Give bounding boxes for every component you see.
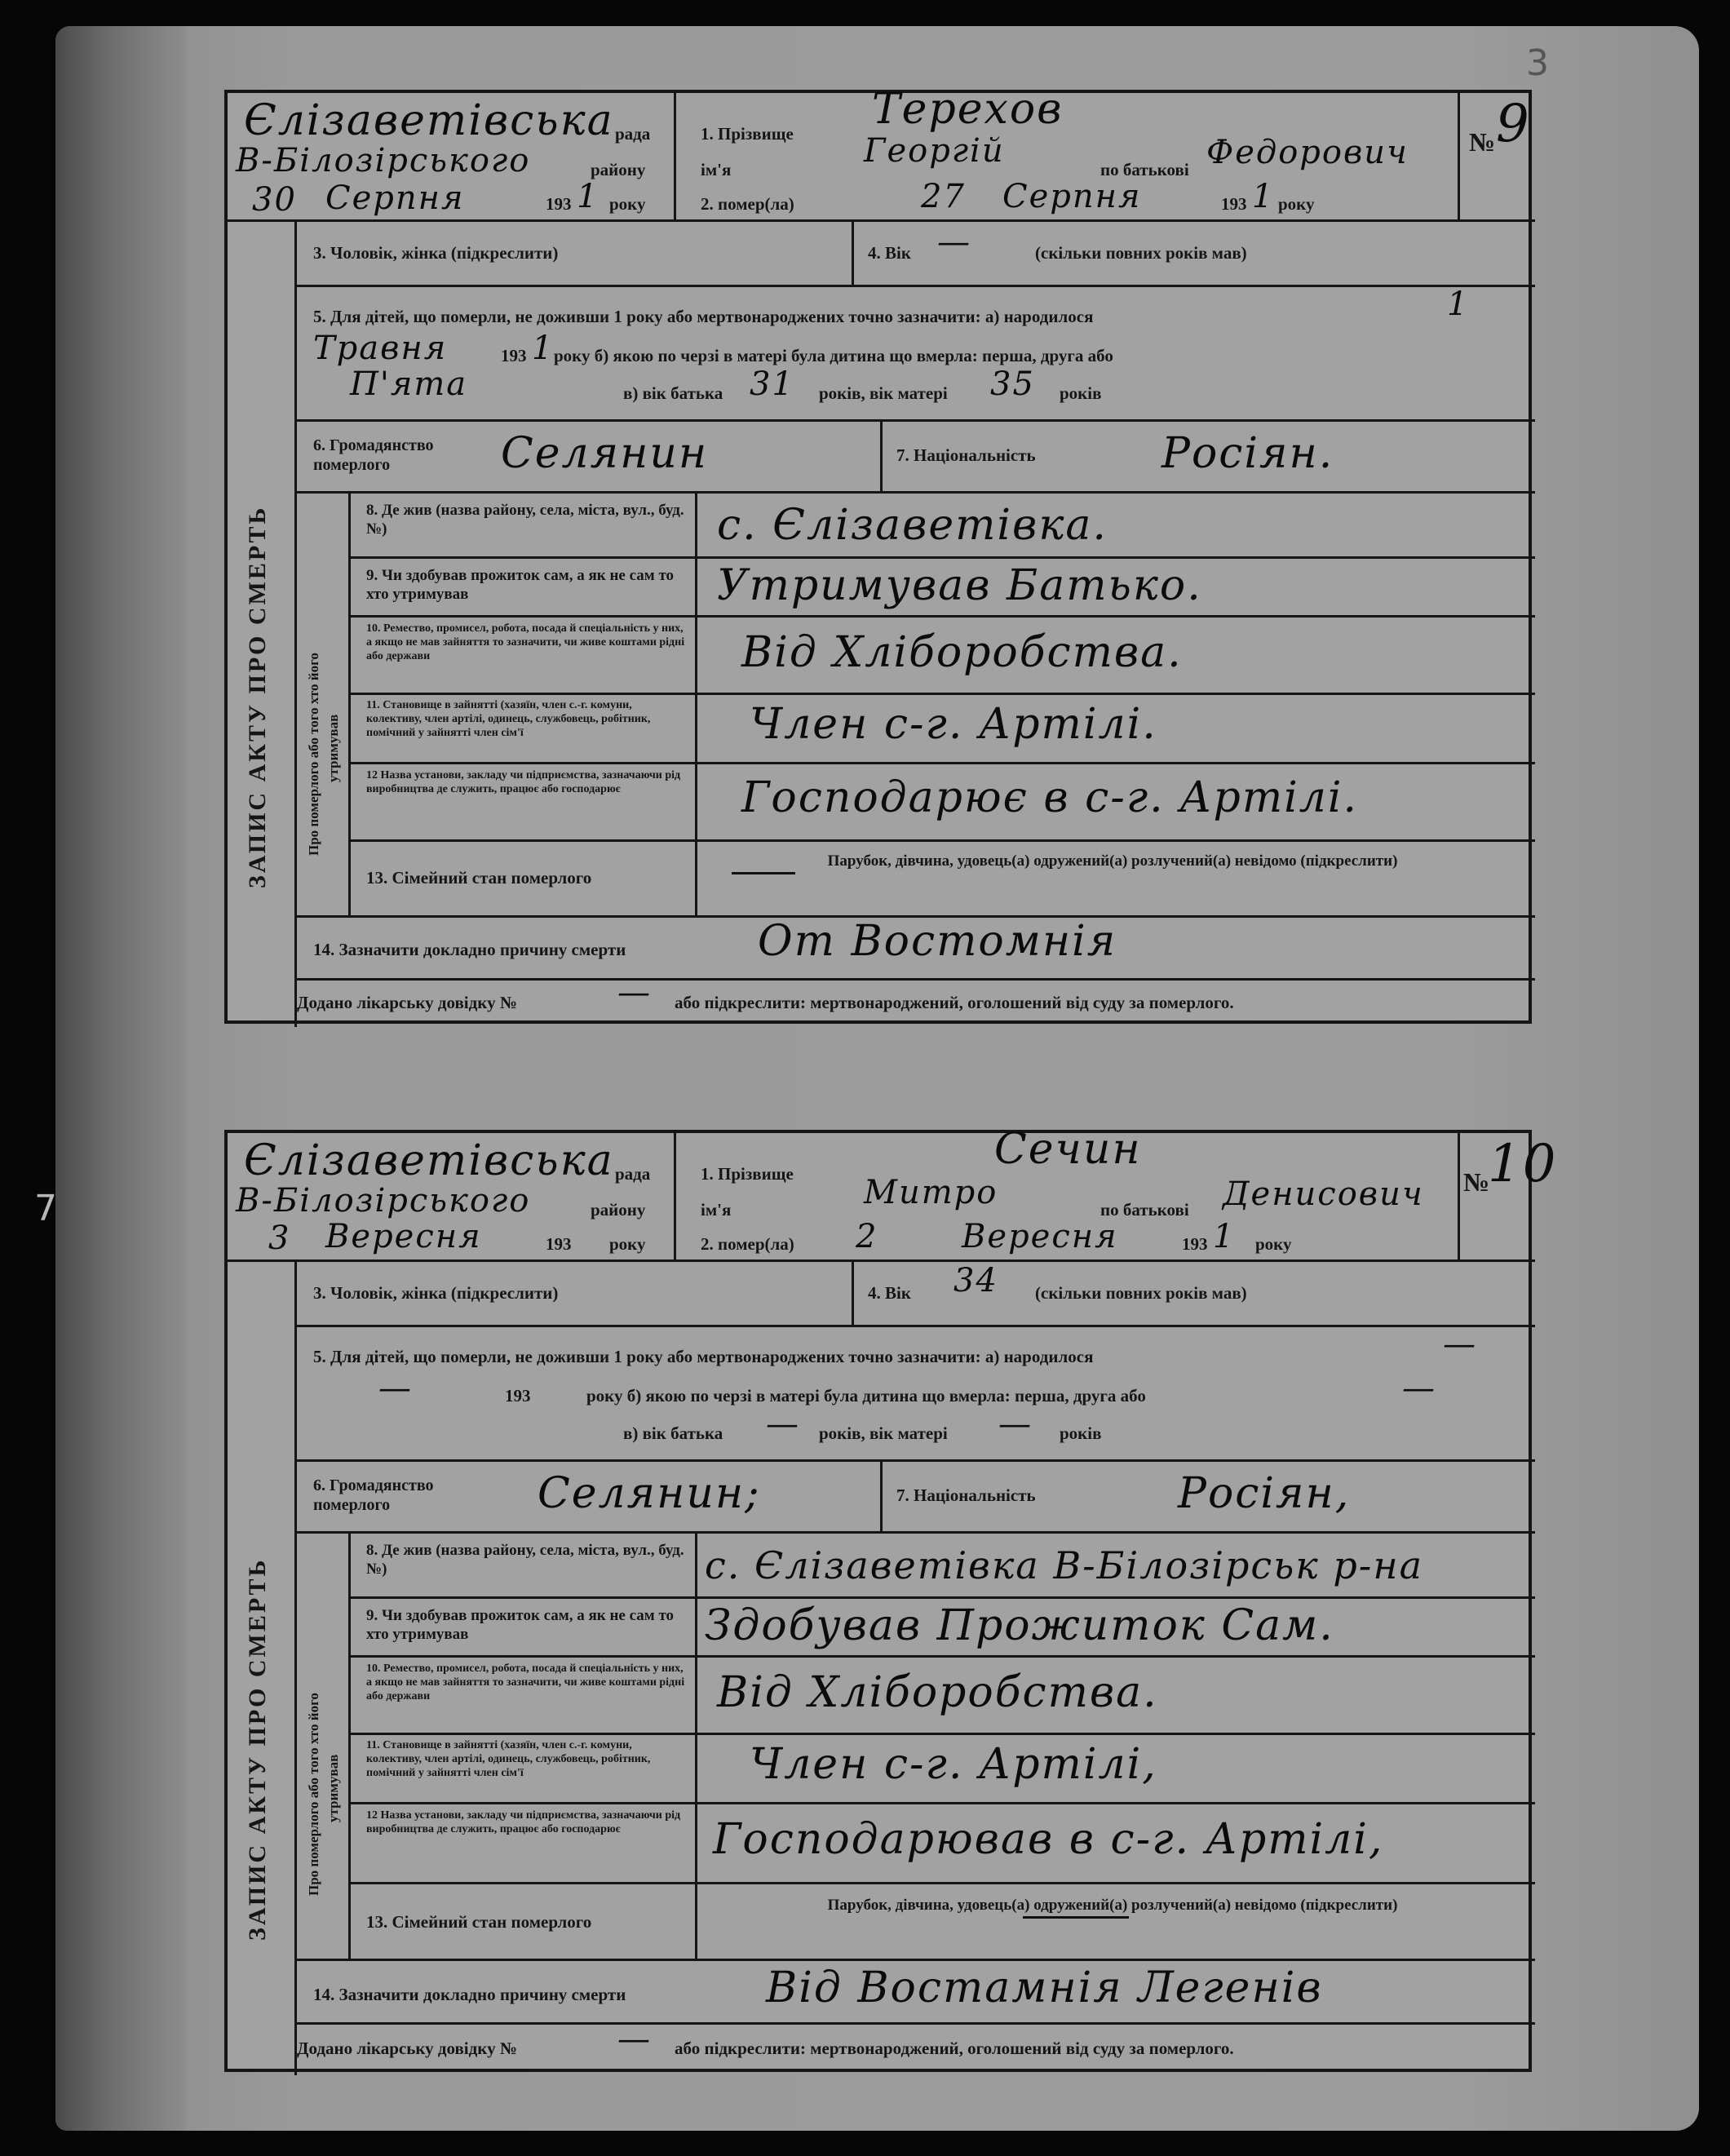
father-age: — bbox=[766, 1406, 800, 1443]
first-name: Митро bbox=[864, 1174, 998, 1211]
first-name: Георгій bbox=[864, 132, 1005, 170]
citizenship-label: 6. Громадянство померлого bbox=[313, 1476, 434, 1514]
registration-month: Вересня bbox=[325, 1218, 482, 1255]
record-number-label: № bbox=[1463, 1167, 1490, 1197]
infant-order-label: року б) якою по черзі в матері була дитина що вмерла: перша, друга або bbox=[554, 346, 1113, 365]
death-year-label: року bbox=[1278, 194, 1315, 214]
sex-label: 3. Чоловік, жінка (підкреслити) bbox=[313, 243, 559, 263]
patronymic: Федорович bbox=[1206, 134, 1409, 171]
side-title: ЗАПИС АКТУ ПРО СМЕРТЬ bbox=[244, 1557, 271, 1941]
council-label: рада bbox=[615, 124, 651, 144]
edge-mark: 7 bbox=[34, 1188, 57, 1229]
nationality: Росіян. bbox=[1161, 429, 1334, 478]
age-value: 34 bbox=[953, 1262, 998, 1299]
marital-underline bbox=[732, 872, 795, 874]
registration-year-label: року bbox=[609, 1234, 646, 1254]
father-age: 31 bbox=[750, 365, 794, 403]
registration-day: 30 bbox=[252, 181, 297, 219]
infant-born-year-digit: 1 bbox=[532, 330, 555, 367]
patronymic: Денисович bbox=[1223, 1175, 1424, 1213]
infant-birth-order: — bbox=[1402, 1370, 1436, 1407]
position: Член с-г. Артілі, bbox=[750, 1740, 1157, 1789]
infant-born-month: Травня bbox=[313, 330, 448, 367]
infant-order-label: року б) якою по черзі в матері була дитина що вмерла: перша, друга або bbox=[586, 1386, 1146, 1406]
death-year-digit: 1 bbox=[1252, 178, 1275, 215]
marital-status-label: 13. Сімейний стан померлого bbox=[366, 1912, 592, 1932]
side-subtitle-1: Про померлого або того хто його bbox=[306, 653, 321, 856]
infant-born-year-prefix: 193 bbox=[505, 1386, 531, 1406]
death-month: Вересня bbox=[962, 1218, 1118, 1255]
death-day: 2 bbox=[856, 1218, 878, 1255]
cause-label: 14. Зазначити докладно причину смерти bbox=[313, 1985, 626, 2004]
years-label: років bbox=[1060, 383, 1102, 403]
surname-label: 1. Прізвище bbox=[701, 124, 794, 144]
death-record-form-1 bbox=[224, 85, 1532, 1024]
support: Утримував Батько. bbox=[717, 561, 1202, 610]
registration-year-label: року bbox=[609, 194, 646, 214]
sex-label: 3. Чоловік, жінка (підкреслити) bbox=[313, 1283, 559, 1303]
infant-born-day: 1 bbox=[1447, 286, 1470, 323]
book-spine bbox=[55, 26, 186, 2131]
citizenship: Селянин bbox=[501, 429, 709, 478]
residence-label: 8. Де жив (назва району, села, міста, вул., буд. №) bbox=[366, 502, 684, 538]
infant-born-month: — bbox=[378, 1370, 413, 1407]
infant-born-year-prefix: 193 bbox=[501, 346, 527, 365]
support-label: 9. Чи здобував прожиток сам, а як не сам то хто утримував bbox=[366, 1607, 675, 1643]
certificate-label: Додано лікарську довідку № bbox=[297, 2039, 517, 2058]
side-subtitle-2: утримував bbox=[325, 714, 341, 782]
father-age-label: в) вік батька bbox=[623, 383, 723, 403]
age-note: (скільки повних років мав) bbox=[1035, 243, 1247, 263]
council-label: рада bbox=[615, 1164, 651, 1184]
nationality-label: 7. Національність bbox=[896, 1485, 1036, 1505]
mother-age-label: років, вік матері bbox=[819, 383, 948, 403]
record-number: 10 bbox=[1488, 1134, 1558, 1194]
registration-day: 3 bbox=[268, 1220, 291, 1257]
infant-born-day: — bbox=[1443, 1326, 1477, 1363]
death-record-form-2 bbox=[224, 1125, 1558, 2072]
cause: От Востомнія bbox=[758, 917, 1117, 966]
record-number-label: № bbox=[1469, 127, 1496, 157]
district-label: району bbox=[591, 1200, 646, 1220]
nationality-label: 7. Національність bbox=[896, 445, 1036, 465]
side-subtitle-2: утримував bbox=[325, 1754, 341, 1822]
death-date-label: 2. помер(ла) bbox=[701, 194, 794, 214]
workplace-label: 12 Назва установи, закладу чи підприємства, зазначаючи рід виробництва де служить, працює або господарює bbox=[366, 769, 681, 795]
death-year-prefix: 193 bbox=[1182, 1234, 1208, 1254]
years-label: років bbox=[1060, 1423, 1102, 1443]
infant-birth-order: П'ята bbox=[350, 365, 468, 403]
workplace-label: 12 Назва установи, закладу чи підприємства, зазначаючи рід виробництва де служить, працює або господарює bbox=[366, 1809, 681, 1835]
citizenship: Селянин; bbox=[538, 1469, 761, 1518]
age-note: (скільки повних років мав) bbox=[1035, 1283, 1247, 1303]
support-label: 9. Чи здобував прожиток сам, а як не сам то хто утримував bbox=[366, 567, 675, 603]
occupation: Від Хліборобства. bbox=[717, 1668, 1158, 1717]
registration-year-prefix: 193 bbox=[546, 194, 572, 214]
district-label: району bbox=[591, 160, 646, 179]
marital-status-options: Парубок, дівчина, удовець(а) одружений(а) розлучений(а) невідомо (підкреслити) bbox=[827, 1897, 1398, 1914]
mother-age: 35 bbox=[990, 365, 1035, 403]
workplace: Господарював в с-г. Артілі, bbox=[713, 1815, 1384, 1864]
age-value: — bbox=[937, 224, 971, 261]
death-date-label: 2. помер(ла) bbox=[701, 1234, 794, 1254]
district-name: В-Білозірського bbox=[236, 1182, 531, 1220]
mother-age-label: років, вік матері bbox=[819, 1423, 948, 1443]
position-label: 11. Становище в зайнятті (хазяїн, член с.-г. комуни, колективу, член артілі, одинець, службовець, робітник, помічний у зайнятті член сім'ї bbox=[366, 699, 651, 739]
mother-age: — bbox=[998, 1406, 1033, 1443]
marital-status-options: Парубок, дівчина, удовець(а) одружений(а) розлучений(а) невідомо (підкреслити) bbox=[827, 852, 1398, 870]
registration-month: Серпня bbox=[325, 179, 465, 217]
death-year-prefix: 193 bbox=[1221, 194, 1247, 214]
nationality: Росіян, bbox=[1178, 1469, 1351, 1518]
support: Здобував Прожиток Сам. bbox=[705, 1601, 1334, 1650]
registration-year-digit: 1 bbox=[577, 178, 600, 215]
age-label: 4. Вік bbox=[868, 1283, 911, 1303]
certificate-number: — bbox=[617, 2021, 652, 2058]
age-label: 4. Вік bbox=[868, 243, 911, 263]
citizenship-label: 6. Громадянство померлого bbox=[313, 436, 434, 474]
occupation-label: 10. Ремество, промисел, робота, посада й спеціальність у них, а якщо не мав зайняття то зазначити, чи живе коштами рідні або держави bbox=[366, 622, 685, 662]
patronymic-label: по батькові bbox=[1100, 160, 1189, 179]
position: Член с-г. Артілі. bbox=[750, 700, 1157, 749]
occupation: Від Хліборобства. bbox=[741, 628, 1183, 677]
side-title: ЗАПИС АКТУ ПРО СМЕРТЬ bbox=[244, 505, 271, 888]
name-label: ім'я bbox=[701, 1200, 732, 1220]
surname: Терехов bbox=[872, 85, 1064, 134]
marital-status-label: 13. Сімейний стан померлого bbox=[366, 868, 592, 888]
surname: Сечин bbox=[994, 1125, 1142, 1174]
position-label: 11. Становище в зайнятті (хазяїн, член с.-г. комуни, колективу, член артілі, одинець, службовець, робітник, помічний у зайнятті член сім'ї bbox=[366, 1739, 651, 1779]
record-number: 9 bbox=[1496, 94, 1531, 154]
certificate-note: або підкреслити: мертвонароджений, оголошений від суду за померлого. bbox=[675, 2039, 1234, 2058]
infant-label: 5. Для дітей, що померли, не доживши 1 року або мертвонароджених точно зазначити: а) народилося bbox=[313, 1347, 1094, 1366]
cause: Від Востамнія Легенів bbox=[766, 1963, 1323, 2012]
residence-label: 8. Де жив (назва району, села, міста, вул., буд. №) bbox=[366, 1542, 684, 1578]
surname-label: 1. Прізвище bbox=[701, 1164, 794, 1184]
infant-label: 5. Для дітей, що померли, не доживши 1 року або мертвонароджених точно зазначити: а) народилося bbox=[313, 307, 1094, 326]
council-name: Єлізаветівська bbox=[244, 1136, 614, 1185]
residence: с. Єлізаветівка. bbox=[717, 501, 1108, 550]
workplace: Господарює в с-г. Артілі. bbox=[741, 773, 1359, 822]
death-year-digit: 1 bbox=[1213, 1218, 1236, 1255]
death-year-label: року bbox=[1255, 1234, 1292, 1254]
name-label: ім'я bbox=[701, 160, 732, 179]
certificate-label: Додано лікарську довідку № bbox=[297, 993, 517, 1012]
district-name: В-Білозірського bbox=[236, 142, 531, 179]
occupation-label: 10. Ремество, промисел, робота, посада й спеціальність у них, а якщо не мав зайняття то зазначити, чи живе коштами рідні або держави bbox=[366, 1662, 685, 1702]
page-number: 3 bbox=[1526, 42, 1549, 84]
marital-underline bbox=[1023, 1916, 1129, 1919]
patronymic-label: по батькові bbox=[1100, 1200, 1189, 1220]
death-month: Серпня bbox=[1002, 178, 1142, 215]
certificate-note: або підкреслити: мертвонароджений, оголошений від суду за померлого. bbox=[675, 993, 1234, 1012]
residence: с. Єлізаветівка В-Білозірськ р-на bbox=[705, 1543, 1424, 1587]
father-age-label: в) вік батька bbox=[623, 1423, 723, 1443]
registration-year-prefix: 193 bbox=[546, 1234, 572, 1254]
cause-label: 14. Зазначити докладно причину смерти bbox=[313, 940, 626, 959]
side-subtitle-1: Про померлого або того хто його bbox=[306, 1693, 321, 1896]
death-day: 27 bbox=[921, 178, 966, 215]
council-name: Єлізаветівська bbox=[244, 96, 614, 145]
certificate-number: — bbox=[617, 974, 652, 1012]
